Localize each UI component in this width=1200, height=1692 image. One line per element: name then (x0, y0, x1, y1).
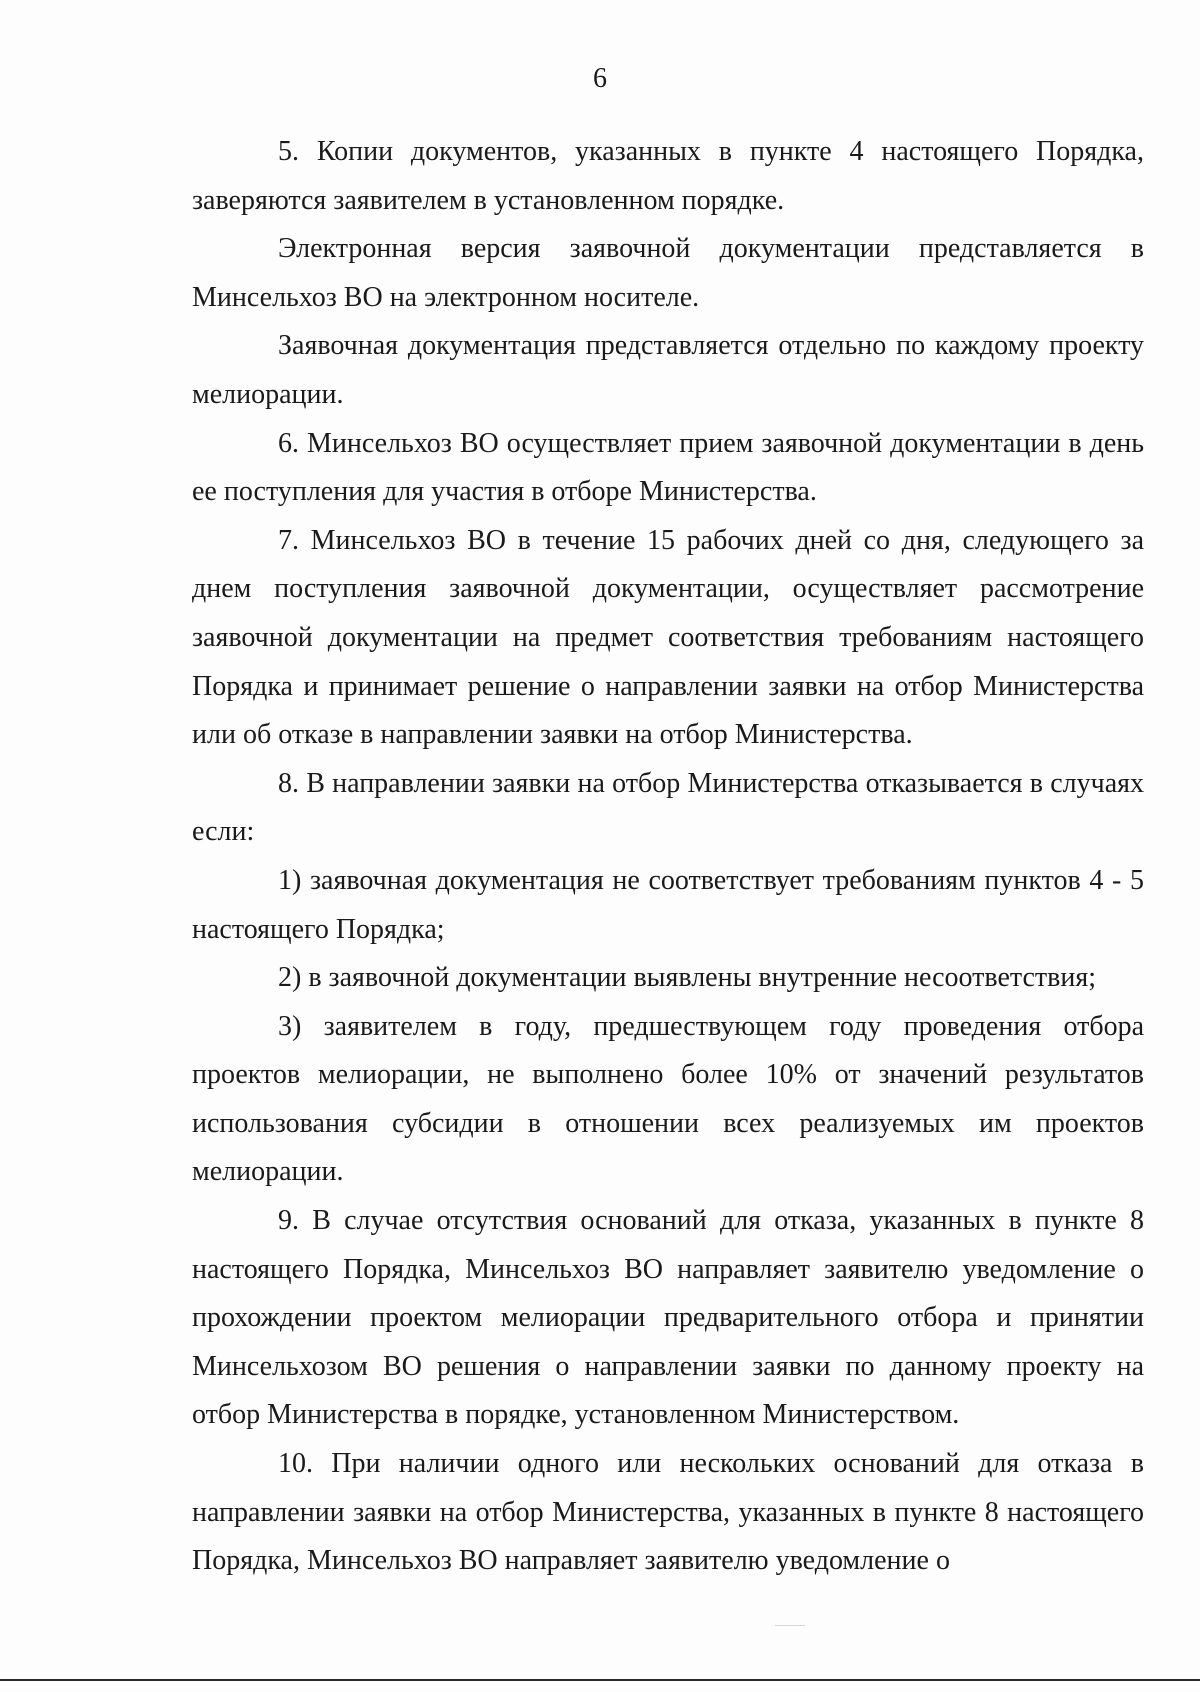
scan-artifact (775, 1625, 805, 1626)
paragraph-5-electronic-version: Электронная версия заявочной документации представляется в Минсельхоз ВО на электронном носителе. (192, 233, 1144, 313)
document-body (192, 128, 1144, 1586)
page-bottom-edge (0, 1679, 1200, 1681)
paragraph-8-item-3: 3) заявителем в году, предшествующем году проведения отбора проектов мелиорации, не выполнено более 10% от значений результатов использования субсидии в отношении всех реализуемых им проектов мелиорации. (192, 1010, 1144, 1188)
page-number: 6 (593, 63, 607, 94)
paragraph-6: 6. Минсельхоз ВО осуществляет прием заявочной документации в день ее поступления для участия в отборе Министерства. (192, 427, 1144, 508)
paragraph-5: 5. Копии документов, указанных в пункте 4 настоящего Порядка, заверяются заявителем в установленном порядке. (192, 136, 1144, 216)
paragraph-5-separate-submission: Заявочная документация представляется отдельно по каждому проекту мелиорации. (192, 330, 1144, 410)
paragraph-10: 10. При наличии одного или нескольких оснований для отказа в направлении заявки на отбор Министерства, указанных в пункте 8 настоящего Порядка, Минсельхоз ВО направляет заявителю уведомление о (192, 1448, 1144, 1577)
paragraph-8-item-2: 2) в заявочной документации выявлены внутренние несоответствия; (278, 962, 1096, 994)
paragraph-7: 7. Минсельхоз ВО в течение 15 рабочих дней со дня, следующего за днем поступления заявочной документации, осуществляет рассмотрение заявочной документации на предмет соответствия требованиям настоящего Порядка и принимает решение о направлении заявки на отбор Министерства или об отказе в направлении заявки на отбор Министерства. (192, 524, 1144, 751)
paragraph-9: 9. В случае отсутствия оснований для отказа, указанных в пункте 8 настоящего Порядка, Минсельхоз ВО направляет заявителю уведомление о прохождении проектом мелиорации предварительного отбора и принятии Минсельхозом ВО решения о направлении заявки по данному проекту на отбор Министерства в порядке, установленном Министерством. (192, 1205, 1144, 1431)
paragraph-8: 8. В направлении заявки на отбор Министерства отказывается в случаях если: (192, 767, 1144, 848)
paragraph-8-item-1: 1) заявочная документация не соответствует требованиям пунктов 4 - 5 настоящего Порядка; (192, 864, 1144, 945)
